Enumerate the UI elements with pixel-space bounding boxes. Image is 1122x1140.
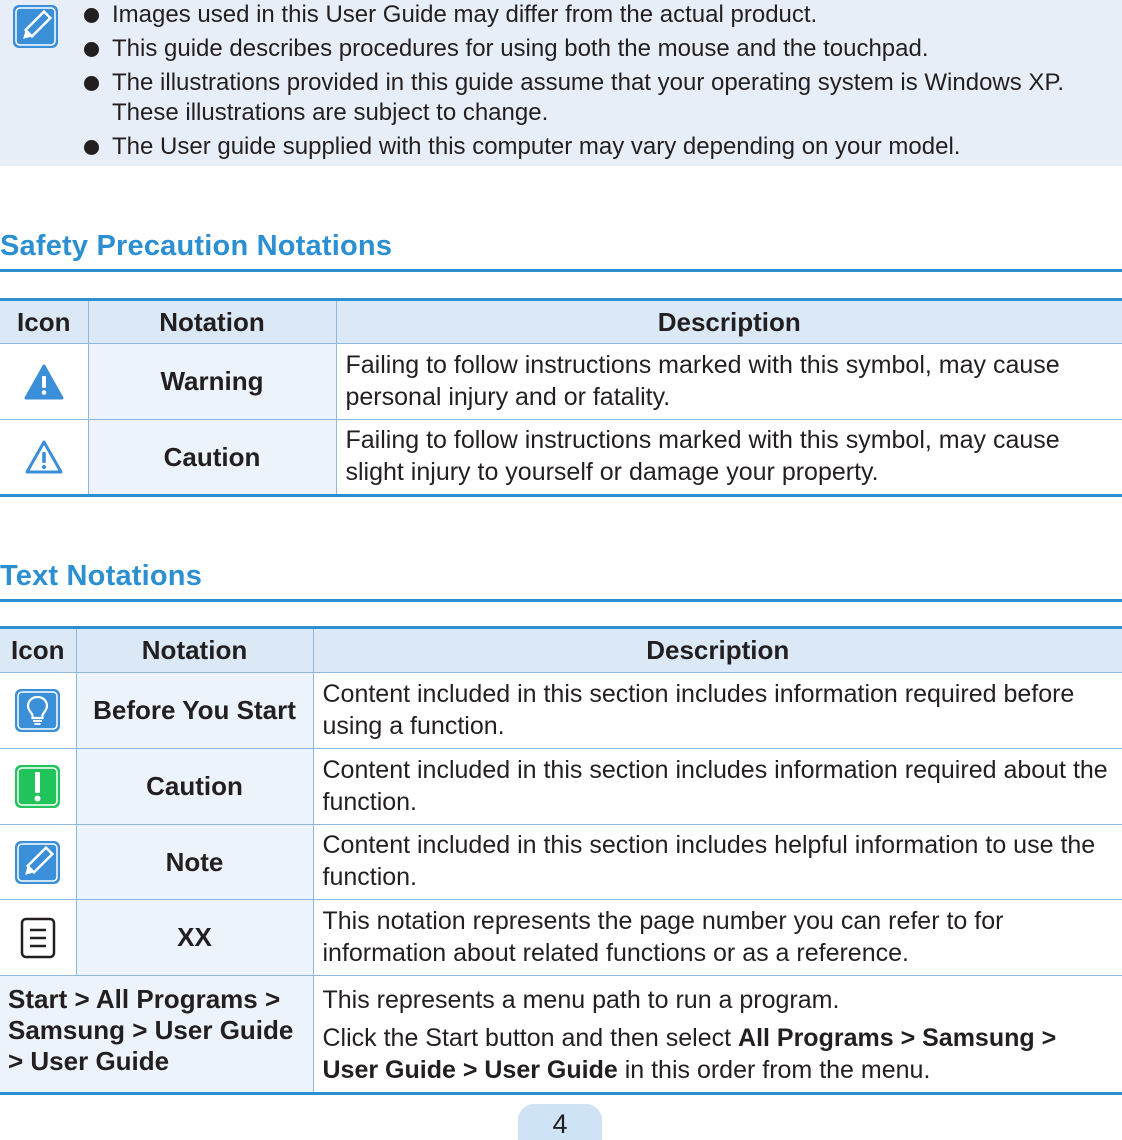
warning-triangle-icon [24,366,64,394]
text-notations-title: Text Notations [0,560,203,592]
table-row [0,749,1122,825]
description-warning: Failing to follow instructions marked with this symbol, may cause personal injury and or fatality. [336,344,1122,420]
header-description: Description [336,300,1122,344]
page-reference-icon [18,922,58,950]
table-row [0,976,1122,1094]
description-xx: This notation represents the page number you can refer to for information about related functions or as a reference. [313,900,1122,976]
header-description: Description [313,628,1122,673]
table-row [0,900,1122,976]
menu-path-line2 [323,1022,1115,1086]
notation-menu-path: Start > All Programs > Samsung > User Guide > User Guide [0,976,313,1094]
safety-table [0,298,1122,497]
note-box [0,0,1122,166]
notation-note: Note [76,825,313,900]
caution-triangle-outline-icon [24,442,64,470]
page-number: 4 [518,1104,602,1140]
description-before-you-start: Content included in this section includes information required before using a function. [313,673,1122,749]
description-note: Content included in this section includes helpful information to use the function. [313,825,1122,900]
header-icon: Icon [0,628,76,673]
header-notation: Notation [88,300,336,344]
table-row [0,825,1122,900]
note-list [84,0,1114,166]
table-row [0,344,1122,420]
note-item: Images used in this User Guide may differ from the actual product. [84,0,1114,30]
header-icon: Icon [0,300,88,344]
note-item: The User guide supplied with this computer may vary depending on your model. [84,132,1114,162]
table-header-row [0,300,1122,344]
description-caution: Content included in this section includes information required about the function. [313,749,1122,825]
description-caution: Failing to follow instructions marked with this symbol, may cause slight injury to yourself or damage your property. [336,420,1122,496]
exclamation-icon [14,771,61,799]
header-notation: Notation [76,628,313,673]
safety-section-title: Safety Precaution Notations [0,230,393,262]
menu-path-prefix: Click the Start button and then select [322,1024,739,1052]
description-menu-path [313,976,1122,1094]
notation-xx: XX [76,900,313,976]
table-row [0,673,1122,749]
table-header-row [0,628,1122,673]
notation-warning: Warning [88,344,336,420]
note-pencil-icon [14,847,61,875]
notation-caution: Caution [88,420,336,496]
menu-path-suffix: in this order from the menu. [617,1056,931,1084]
text-notations-table [0,626,1122,1095]
menu-path-bold: All Programs > Samsung > User Guide > User Guide [322,1024,1057,1084]
table-row [0,420,1122,496]
title-rule [0,599,1122,602]
note-item: The illustrations provided in this guide assume that your operating system is Windows XP. These illustrations are subject to change. [84,68,1114,128]
lightbulb-icon [14,695,61,723]
note-item: This guide describes procedures for using both the mouse and the touchpad. [84,34,1114,64]
title-rule [0,269,1122,272]
notation-caution: Caution [76,749,313,825]
notation-before-you-start: Before You Start [76,673,313,749]
note-pencil-icon [12,4,59,49]
menu-path-line1: This represents a menu path to run a program. [322,986,840,1014]
